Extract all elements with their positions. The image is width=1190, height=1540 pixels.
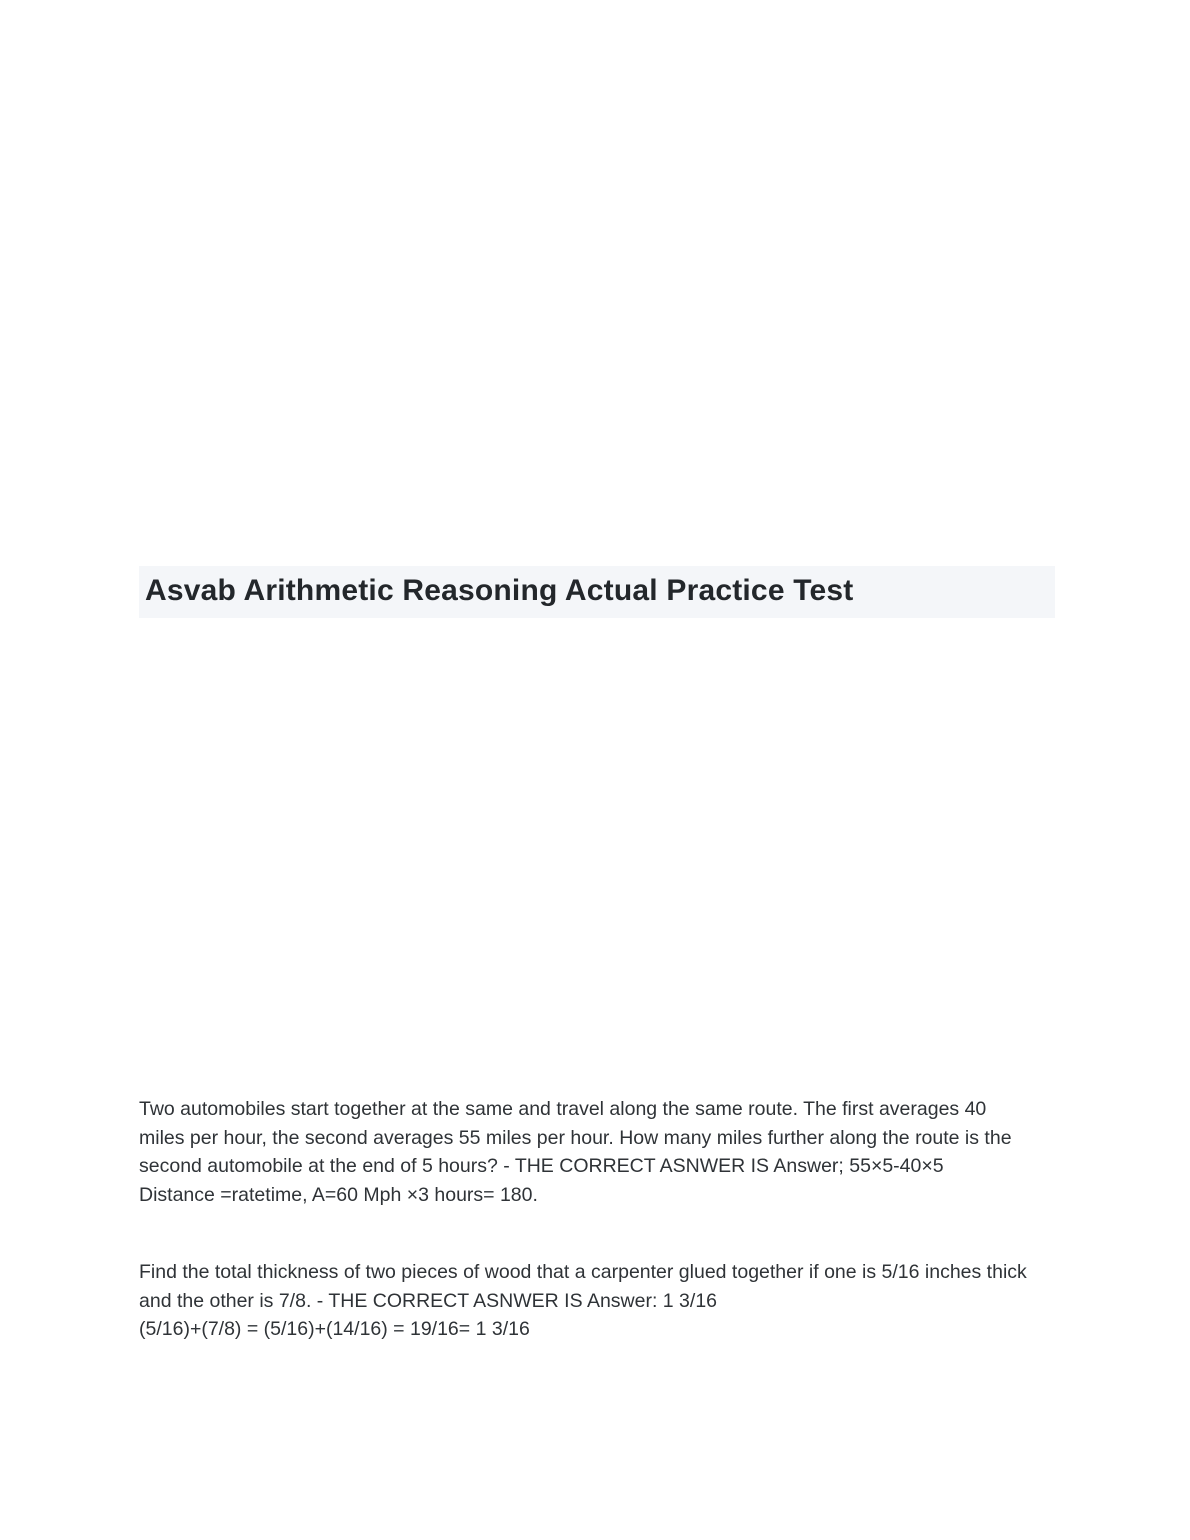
page-title: [139, 566, 1055, 618]
page-title-text: Asvab Arithmetic Reasoning Actual Practice Test: [139, 566, 1055, 618]
question-block-1: [139, 1095, 1027, 1209]
question-block-2: [139, 1258, 1033, 1344]
question-1-text: Two automobiles start together at the same and travel along the same route. The first averages 40 miles per hour, the second averages 55 miles per hour. How many miles further along the route is the second automobile at the end of 5 hours? - THE CORRECT ASNWER IS Answer; 55×5-40×5: [139, 1098, 1017, 1177]
question-2-work: (5/16)+(7/8) = (5/16)+(14/16) = 19/16= 1 3/16: [139, 1318, 530, 1340]
question-2-text: Find the total thickness of two pieces of wood that a carpenter glued together if one is 5/16 inches thick and the other is 7/8. - THE CORRECT ASNWER IS Answer: 1 3/16: [139, 1261, 1033, 1312]
question-1-work: Distance =ratetime, A=60 Mph ×3 hours= 180.: [139, 1183, 538, 1206]
